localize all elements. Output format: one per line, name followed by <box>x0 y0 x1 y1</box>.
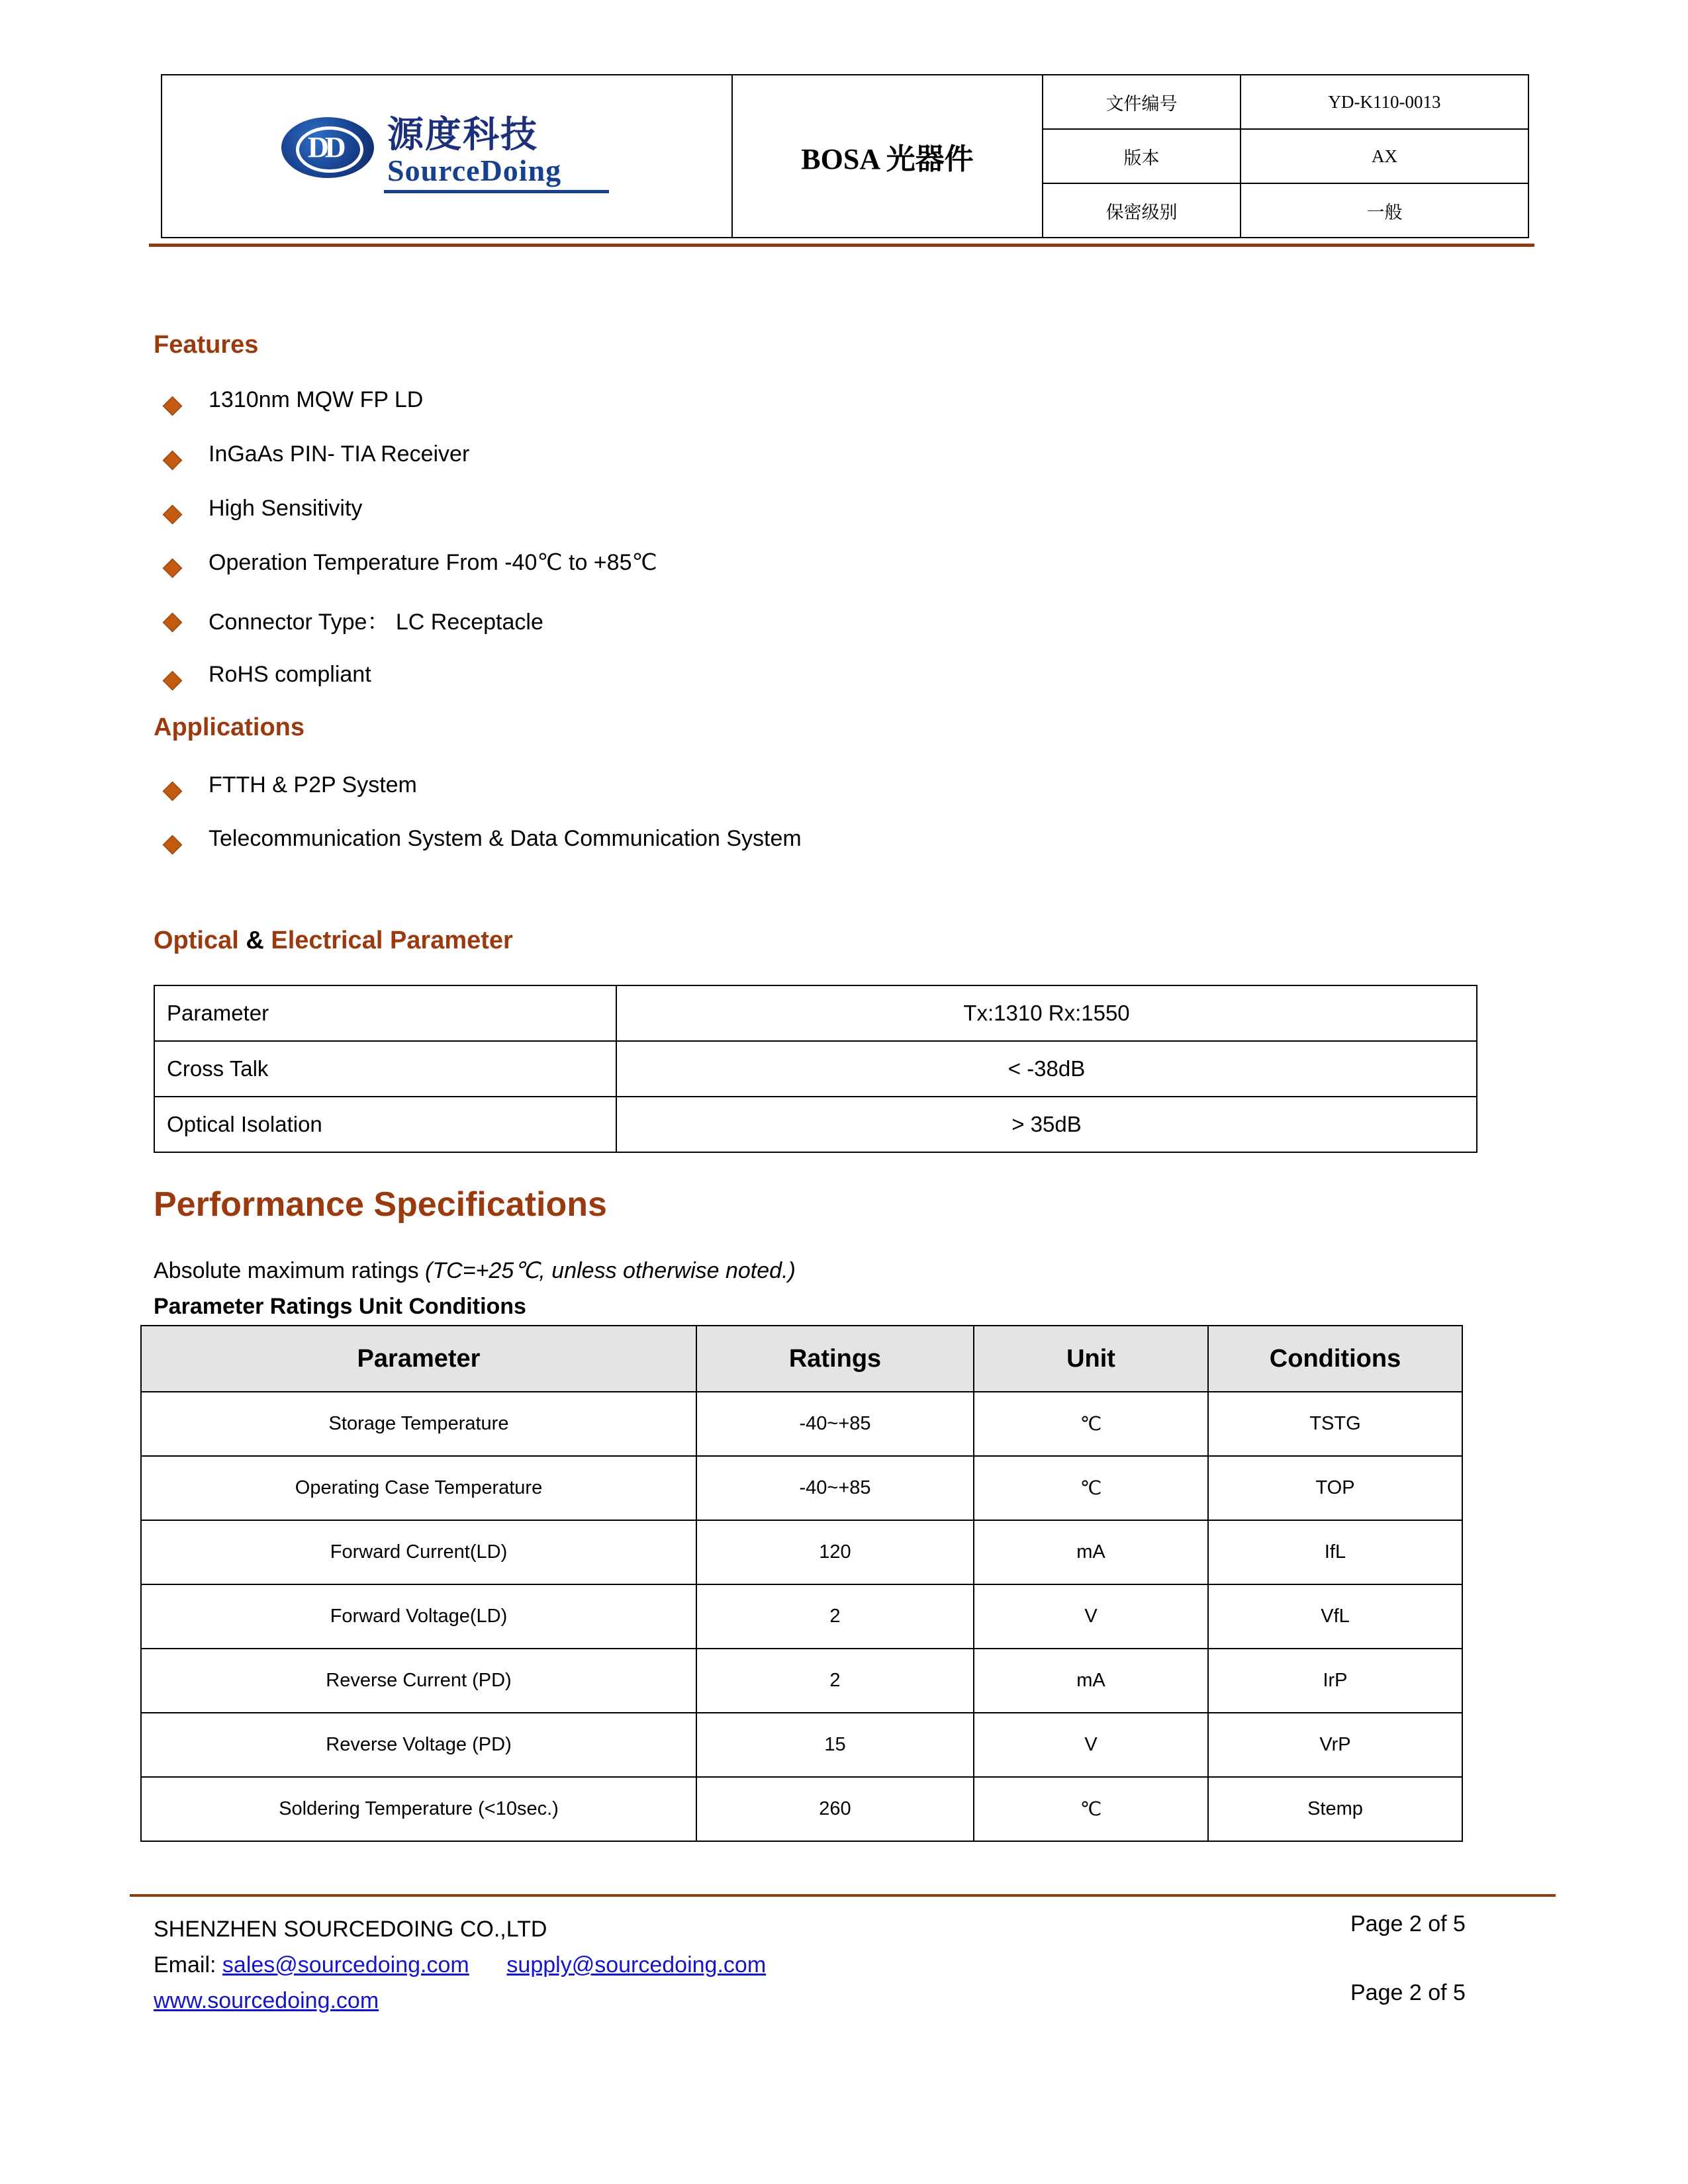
ratings-header-2: Unit <box>974 1326 1208 1392</box>
bullet-diamond-icon <box>163 782 183 801</box>
optical-row-label-0: Parameter <box>154 985 616 1041</box>
table-row <box>141 1456 1462 1520</box>
ratings-cell-0-2: ℃ <box>974 1392 1208 1456</box>
header-meta-value-2: 一般 <box>1241 183 1528 238</box>
ratings-header-3: Conditions <box>1208 1326 1462 1392</box>
ratings-cell-2-3: IfL <box>1208 1520 1462 1584</box>
logo-monogram: DD <box>308 130 342 163</box>
logo-english-name: SourceDoing <box>387 153 562 187</box>
absolute-ratings-text: Absolute maximum ratings <box>154 1258 426 1283</box>
footer-page-number-bottom: Page 2 of 5 <box>1350 1980 1466 2005</box>
optical-heading-part2: Electrical Parameter <box>271 927 513 954</box>
ratings-cell-2-0: Forward Current(LD) <box>141 1520 696 1584</box>
optical-row-value-1: < -38dB <box>616 1041 1477 1097</box>
header-meta-label-0: 文件编号 <box>1043 75 1241 129</box>
ratings-header-1: Ratings <box>696 1326 974 1392</box>
footer-company: SHENZHEN SOURCEDOING CO.,LTD <box>154 1917 547 1942</box>
ratings-cell-1-3: TOP <box>1208 1456 1462 1520</box>
ratings-cell-4-3: IrP <box>1208 1649 1462 1713</box>
performance-title: Performance Specifications <box>154 1185 607 1224</box>
logo-chinese-name: 源度科技 <box>387 113 539 156</box>
header-meta-value-0: YD-K110-0013 <box>1241 75 1528 129</box>
header-meta-label-2: 保密级别 <box>1043 183 1241 238</box>
ratings-cell-4-2: mA <box>974 1649 1208 1713</box>
ratings-table <box>140 1325 1463 1842</box>
features-heading: Features <box>154 331 259 359</box>
logo-underline <box>384 190 609 193</box>
optical-row-value-2: > 35dB <box>616 1097 1477 1152</box>
optical-parameter-table <box>154 985 1477 1153</box>
ratings-cell-3-1: 2 <box>696 1584 974 1649</box>
header-meta-value-1: AX <box>1241 129 1528 183</box>
footer-contact-block <box>154 1911 766 2019</box>
optical-row-label-2: Optical Isolation <box>154 1097 616 1152</box>
ratings-cell-6-3: Stemp <box>1208 1777 1462 1841</box>
feature-item-2: High Sensitivity <box>209 496 363 521</box>
application-item-0: FTTH & P2P System <box>209 772 417 797</box>
table-row <box>154 1097 1477 1152</box>
footer-email-sales-link[interactable]: sales@sourcedoing.com <box>222 1952 469 1978</box>
bullet-diamond-icon <box>163 835 183 855</box>
bullet-diamond-icon <box>163 559 183 578</box>
table-row <box>141 1649 1462 1713</box>
table-header-row <box>141 1326 1462 1392</box>
applications-heading: Applications <box>154 713 305 741</box>
ratings-cell-6-1: 260 <box>696 1777 974 1841</box>
ratings-cell-0-3: TSTG <box>1208 1392 1462 1456</box>
footer-website-line <box>154 1983 766 2019</box>
logo-cell <box>162 75 732 238</box>
header-table <box>161 74 1529 238</box>
table-row <box>141 1520 1462 1584</box>
ratings-cell-6-0: Soldering Temperature (<10sec.) <box>141 1777 696 1841</box>
ratings-cell-2-1: 120 <box>696 1520 974 1584</box>
ratings-cell-3-2: V <box>974 1584 1208 1649</box>
footer-email-line <box>154 1947 766 1983</box>
feature-item-1: InGaAs PIN- TIA Receiver <box>209 441 470 467</box>
table-row <box>141 1392 1462 1456</box>
table-row <box>141 1777 1462 1841</box>
absolute-ratings-condition: (TC=+25℃, unless otherwise noted.) <box>425 1258 796 1283</box>
ratings-cell-2-2: mA <box>974 1520 1208 1584</box>
ratings-cell-4-1: 2 <box>696 1649 974 1713</box>
ratings-cell-3-3: VfL <box>1208 1584 1462 1649</box>
ratings-cell-5-1: 15 <box>696 1713 974 1777</box>
header-meta-label-1: 版本 <box>1043 129 1241 183</box>
application-item-1: Telecommunication System & Data Communication System <box>209 826 802 851</box>
optical-row-value-0: Tx:1310 Rx:1550 <box>616 985 1477 1041</box>
table-row <box>154 1041 1477 1097</box>
ratings-cell-1-0: Operating Case Temperature <box>141 1456 696 1520</box>
feature-item-4: Connector Type： LC Receptacle <box>209 610 543 635</box>
ratings-header-0: Parameter <box>141 1326 696 1392</box>
bullet-diamond-icon <box>163 671 183 691</box>
optical-heading-part1: Optical <box>154 927 239 954</box>
footer-divider <box>130 1894 1556 1897</box>
ratings-cell-4-0: Reverse Current (PD) <box>141 1649 696 1713</box>
ratings-cell-0-1: -40~+85 <box>696 1392 974 1456</box>
document-header <box>161 74 1529 238</box>
optical-row-label-1: Cross Talk <box>154 1041 616 1097</box>
ratings-cell-0-0: Storage Temperature <box>141 1392 696 1456</box>
feature-item-0: 1310nm MQW FP LD <box>209 387 424 412</box>
table-row <box>141 1713 1462 1777</box>
ratings-cell-1-2: ℃ <box>974 1456 1208 1520</box>
feature-item-3: Operation Temperature From -40℃ to +85℃ <box>209 550 657 575</box>
bullet-diamond-icon <box>163 396 183 416</box>
table-row <box>154 985 1477 1041</box>
table-row <box>141 1584 1462 1649</box>
footer-email-label: Email: <box>154 1952 216 1978</box>
absolute-ratings-note <box>154 1257 796 1284</box>
optical-heading-amp: & <box>246 927 264 954</box>
footer-email-supply-link[interactable]: supply@sourcedoing.com <box>506 1952 767 1978</box>
company-logo <box>281 105 612 205</box>
feature-item-5: RoHS compliant <box>209 662 371 687</box>
header-divider <box>149 244 1534 247</box>
document-title: BOSA 光器件 <box>732 75 1043 238</box>
bullet-diamond-icon <box>163 451 183 471</box>
ratings-cell-5-0: Reverse Voltage (PD) <box>141 1713 696 1777</box>
ratings-cell-5-2: V <box>974 1713 1208 1777</box>
parameter-ratings-unit-conditions-line: Parameter Ratings Unit Conditions <box>154 1294 526 1319</box>
ratings-cell-6-2: ℃ <box>974 1777 1208 1841</box>
optical-electrical-heading <box>154 927 513 955</box>
ratings-cell-5-3: VrP <box>1208 1713 1462 1777</box>
footer-website-link[interactable]: www.sourcedoing.com <box>154 1988 379 2013</box>
ratings-cell-1-1: -40~+85 <box>696 1456 974 1520</box>
footer-page-number-top: Page 2 of 5 <box>1350 1911 1466 1936</box>
ratings-cell-3-0: Forward Voltage(LD) <box>141 1584 696 1649</box>
bullet-diamond-icon <box>163 613 183 633</box>
bullet-diamond-icon <box>163 505 183 525</box>
logo-mark-icon <box>281 109 379 187</box>
